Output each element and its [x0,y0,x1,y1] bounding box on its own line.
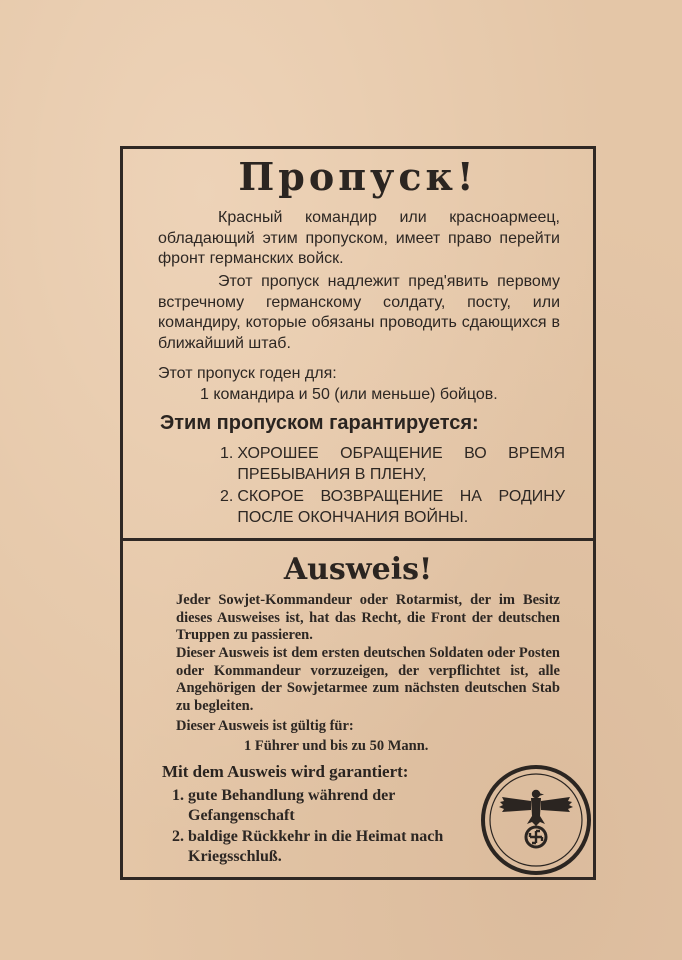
list-number: 1. [220,445,234,462]
list-number: 2. [172,828,184,845]
german-paragraph-1: Jeder Sowjet-Kommandeur oder Rotarmist, der im Besitz dieses Ausweises ist, hat das Recht, die Front der deutschen Truppen zu passieren. [176,592,560,643]
russian-guarantee-item [220,487,565,528]
german-valid-for-count: 1 Führer und bis zu 50 Mann. [244,738,429,754]
russian-guarantee-heading: Этим пропуском гарантируется: [160,412,479,434]
german-guarantee-heading: Mit dem Ausweis wird garantiert: [162,762,409,781]
russian-valid-for-label: Этот пропуск годен для: [158,365,337,382]
german-guarantee-item [172,827,476,867]
list-text: СКОРОЕ ВОЗВРАЩЕНИЕ НА РОДИНУ ПОСЛЕ ОКОНЧАНИЯ ВОЙНЫ. [237,488,565,526]
german-valid-for-label: Dieser Ausweis ist gültig für: [176,718,354,734]
german-guarantee-item [172,786,476,826]
german-paragraph-2: Dieser Ausweis ist dem ersten deutschen Soldaten oder Posten oder Kommandeur vorzuzeigen, der verpflichtet ist, alle Angehörigen der Sowjetarmee zum nächsten deutschen Stab zu begleiten. [176,645,560,714]
list-number: 2. [220,488,234,505]
russian-title: Пропуск! [238,154,478,199]
eagle-seal-icon [480,764,592,876]
russian-paragraph-1: Красный командир или красноармеец, обладающий этим пропуском, имеет право перейти фронт германских войск. [158,209,560,267]
list-text: gute Behandlung während der Gefangenschaft [188,787,396,824]
german-title: Ausweis! [283,552,433,587]
russian-valid-for-count: 1 командира и 50 (или меньше) бойцов. [200,386,498,403]
russian-paragraph-2: Этот пропуск надлежит пред'явить первому встречному германскому солдату, посту, или командиру, которые обязаны проводить сдающихся в ближайший штаб. [158,273,560,352]
russian-guarantee-item [220,444,565,485]
list-text: ХОРОШЕЕ ОБРАЩЕНИЕ ВО ВРЕМЯ ПРЕБЫВАНИЯ В ПЛЕНУ, [237,445,565,483]
section-divider [120,538,596,541]
list-number: 1. [172,787,184,804]
list-text: baldige Rückkehr in die Heimat nach Kriegsschluß. [188,828,444,865]
